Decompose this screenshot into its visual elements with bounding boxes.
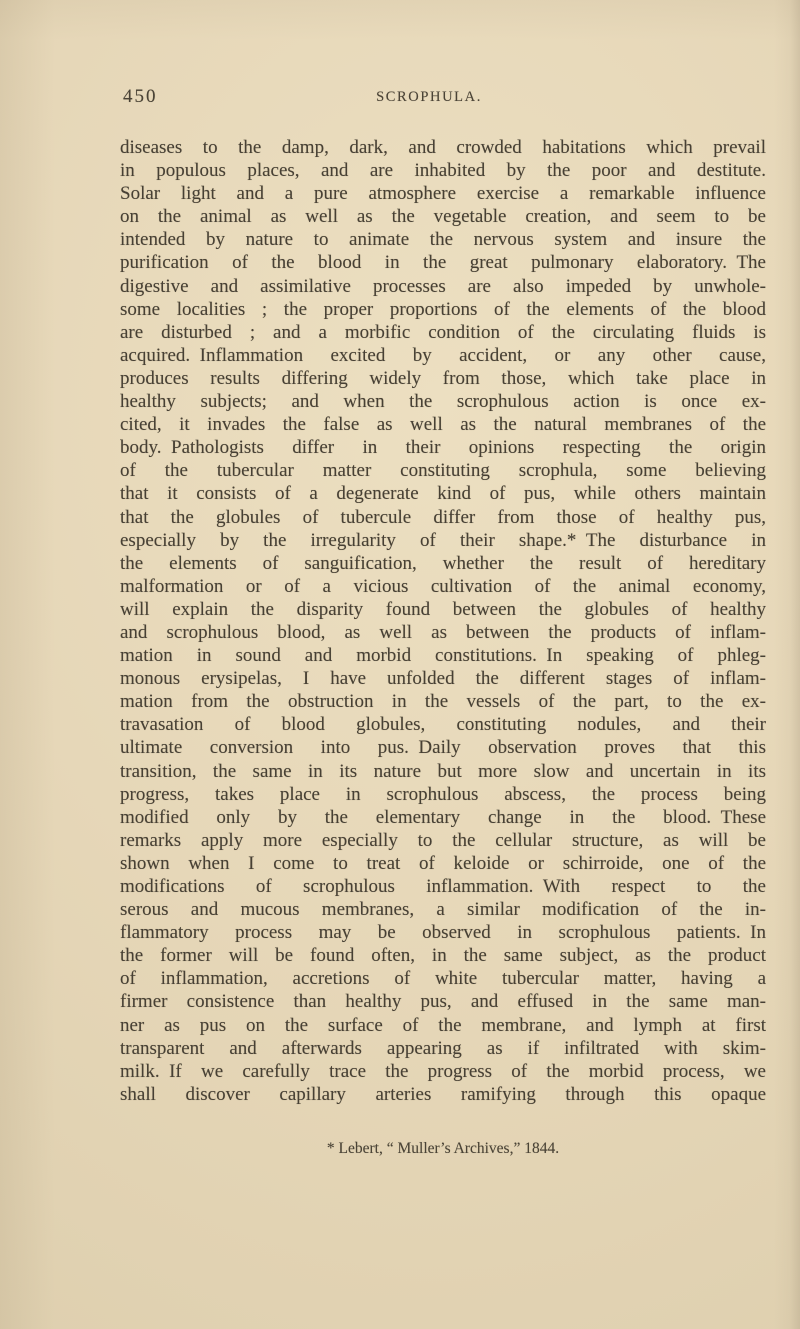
body-line: ner as pus on the surface of the membrane, and lymph at first	[120, 1014, 766, 1036]
body-line: that it consists of a degenerate kind of pus, while others maintain	[120, 483, 766, 505]
body-line: some localities ; the proper proportions of the elements of the blood	[120, 298, 766, 320]
body-line: cited, it invades the false as well as the natural membranes of the	[120, 414, 766, 436]
body-line: mation from the obstruction in the vessels of the part, to the ex-	[120, 691, 766, 713]
body-line: diseases to the damp, dark, and crowded habitations which prevail	[120, 137, 766, 158]
body-line: body. Pathologists differ in their opinions respecting the origin	[120, 437, 766, 459]
body-line: transparent and afterwards appearing as if infiltrated with skim-	[120, 1037, 766, 1059]
body-line: modifications of scrophulous inflammation. With respect to the	[120, 876, 766, 897]
body-line: travasation of blood globules, constituting nodules, and their	[120, 714, 766, 736]
footnote: * Lebert, “ Muller’s Archives,” 1844.	[326, 1140, 560, 1157]
body-line: milk. If we carefully trace the progress of the morbid process, we	[120, 1060, 766, 1082]
body-line: acquired. Inflammation excited by accident, or any other cause,	[120, 344, 766, 366]
body-line: that the globules of tubercule differ from those of healthy pus,	[120, 506, 766, 528]
body-line: Solar light and a pure atmosphere exercise a remarkable influence	[120, 183, 766, 205]
page-header	[120, 86, 766, 110]
body-line: on the animal as well as the vegetable creation, and seem to be	[120, 206, 766, 228]
body-line: are disturbed ; and a morbific condition of the circulating fluids is	[120, 321, 766, 343]
body-line: intended by nature to animate the nervous system and insure the	[120, 229, 766, 251]
body-line: transition, the same in its nature but more slow and uncertain in its	[120, 760, 766, 782]
body-line: shall discover capillary arteries ramifying through this opaque	[120, 1083, 766, 1105]
body-line: serous and mucous membranes, a similar modification of the in-	[120, 899, 766, 921]
body-line: healthy subjects; and when the scrophulous action is once ex-	[120, 391, 766, 413]
body-line: purification of the blood in the great pulmonary elaboratory. The	[120, 252, 766, 274]
body-line: monous erysipelas, I have unfolded the different stages of inflam-	[120, 668, 766, 690]
body-line: and scrophulous blood, as well as between the products of inflam-	[120, 621, 766, 643]
body-line: especially by the irregularity of their shape.* The disturbance in	[120, 529, 766, 551]
body-text	[120, 136, 766, 1106]
body-line: of the tubercular matter constituting scrophula, some believing	[120, 460, 766, 482]
body-line: ultimate conversion into pus. Daily observation proves that this	[120, 737, 766, 759]
body-line: digestive and assimilative processes are also impeded by unwhole-	[120, 275, 766, 297]
body-line: mation in sound and morbid constitutions. In speaking of phleg-	[120, 645, 766, 667]
body-line: flammatory process may be observed in scrophulous patients. In	[120, 922, 766, 944]
body-line: remarks apply more especially to the cellular structure, as will be	[120, 829, 766, 851]
body-line: in populous places, and are inhabited by the poor and destitute.	[120, 160, 766, 182]
body-line: of inflammation, accretions of white tubercular matter, having a	[120, 968, 766, 990]
body-line: will explain the disparity found between the globules of healthy	[120, 598, 766, 620]
body-line: modified only by the elementary change in the blood. These	[120, 806, 766, 828]
page-number: 450	[123, 86, 158, 107]
body-line: the former will be found often, in the same subject, as the product	[120, 945, 766, 967]
body-line: firmer consistence than healthy pus, and effused in the same man-	[120, 991, 766, 1013]
body-line: the elements of sanguification, whether the result of hereditary	[120, 552, 766, 574]
running-head-title: SCROPHULA.	[376, 89, 482, 105]
body-line: malformation or of a vicious cultivation of the animal economy,	[120, 575, 766, 597]
body-line: produces results differing widely from those, which take place in	[120, 367, 766, 389]
body-line: shown when I come to treat of keloide or schirroide, one of the	[120, 852, 766, 874]
body-line: progress, takes place in scrophulous abscess, the process being	[120, 783, 766, 805]
